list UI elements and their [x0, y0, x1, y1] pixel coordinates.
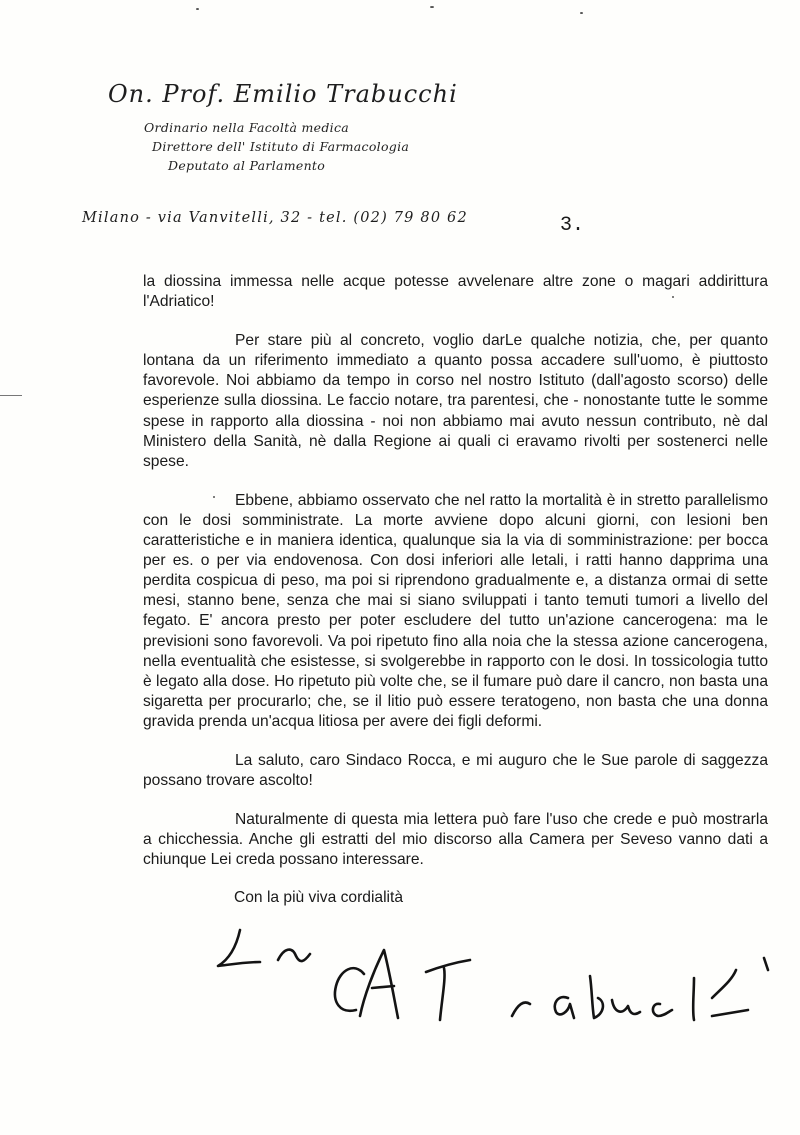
page-number: 3.	[560, 214, 585, 237]
letter-body	[143, 272, 768, 870]
handwritten-signature	[212, 918, 787, 1033]
letterhead-title-2: Direttore dell' Istituto di Farmacologia	[152, 139, 410, 154]
scan-speck	[213, 496, 215, 498]
scan-speck	[196, 8, 199, 10]
paragraph-findings: Ebbene, abbiamo osservato che nel ratto la mortalità è in stretto parallelismo con le dosi somministrate. La morte avviene dopo alcuni giorni, con lesioni ben caratteristiche e in maniera identica, qualunque sia la via di somministrazione: per bocca per es. o per via endovenosa. Con dosi inferiori alle letali, i ratti hanno dapprima una perdita cospicua di peso, ma poi si riprendono gradualmente e, a distanza ormai di sette mesi, stanno bene, senza che mai si siano sviluppati i tanto temuti tumori a livello del fegato. E' ancora presto per poter escludere del tutto un'azione cancerogena: ma le previsioni sono favorevoli. Va poi ripetuto fino alla noia che la stessa azione cancerogena, nella eventualità che esistesse, si svolgerebbe in rapporto con le dosi. In tossicologia tutto è legato alla dose. Ho ripetuto più volte che, se il fumare può dare il cancro, non basta una sigaretta per procurarlo; che, se il litio può essere teratogeno, non basta che una donna gravida prenda un'acqua litiosa per avere dei figli deformi.	[143, 491, 768, 730]
margin-mark	[0, 395, 22, 396]
paragraph-greeting: La saluto, caro Sindaco Rocca, e mi auguro che le Sue parole di saggezza possano trovare ascolto!	[143, 751, 768, 790]
letterhead-title-3: Deputato al Parlamento	[168, 158, 326, 173]
paragraph-funding: Per stare più al concreto, voglio darLe qualche notizia, che, per quanto lontana da un riferimento immediato a quanto possa accadere sull'uomo, è piuttosto favorevole. Noi abbiamo da tempo in corso nel nostro Istituto (dall'agosto scorso) delle esperienze sulla diossina. Le faccio notare, tra parentesi, che - nonostante tutte le somme spese in rapporto alla diossina - noi non abbiamo mai avuto nessun contributo, nè dal Ministero della Sanità, nè dalla Regione ai quali ci eravamo rivolti per sostenerci nelle spese.	[143, 332, 768, 470]
scan-speck	[580, 12, 583, 14]
letterhead-address: Milano - via Vanvitelli, 32 - tel. (02) 79 80 62	[82, 210, 468, 226]
scan-speck	[430, 6, 434, 8]
paragraph-permission: Naturalmente di questa mia lettera può fare l'uso che crede e può mostrarla a chicchessia. Anche gli estratti del mio discorso alla Camera per Seveso vanno dati a chiunque Lei creda possano interessare.	[143, 811, 768, 869]
paragraph-continuation: la diossina immessa nelle acque potesse avvelenare altre zone o magari addirittura l'Adriatico!	[143, 273, 768, 311]
letterhead-name: On. Prof. Emilio Trabucchi	[108, 80, 458, 108]
letterhead-title-1: Ordinario nella Facoltà medica	[144, 120, 350, 135]
closing-line: Con la più viva cordialità	[234, 889, 404, 906]
scan-speck	[672, 296, 674, 298]
